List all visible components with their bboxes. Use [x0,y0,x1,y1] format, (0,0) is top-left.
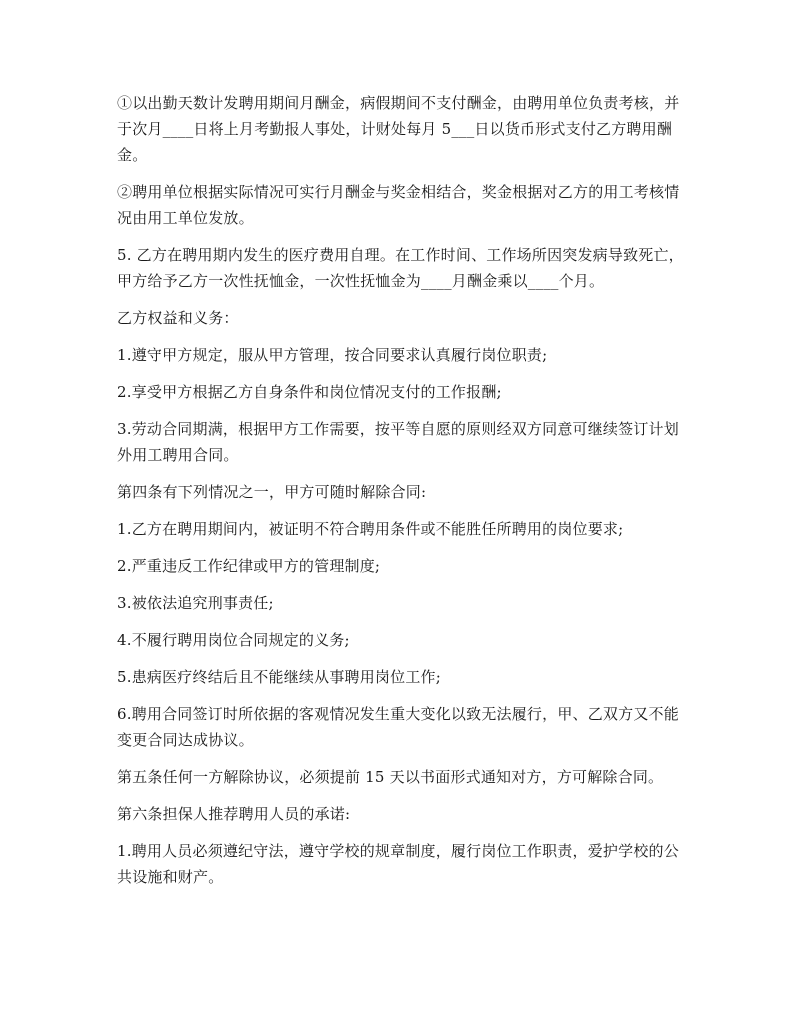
heading-article-four: 第四条有下列情况之一，甲方可随时解除合同: [117,483,427,501]
list-item: 1.遵守甲方规定，服从甲方管理，按合同要求认真履行岗位职责; [117,346,548,364]
list-item: 1.聘用人员必须遵纪守法，遵守学校的规章制度，履行岗位工作职责，爱护学校的公共设施和财产。 [117,842,679,886]
list-item: 2.严重违反工作纪律或甲方的管理制度; [117,557,381,575]
list-item: 5.患病医疗终结后且不能继续从事聘用岗位工作; [117,668,441,686]
paragraph-salary-attendance: ①以出勤天数计发聘用期间月酬金，病假期间不支付酬金，由聘用单位负责考核，并于次月____日将上月考勤报人事处，计财处每月 5___日以货币形式支付乙方聘用酬金。 [117,94,680,164]
list-item: 2.享受甲方根据乙方自身条件和岗位情况支付的工作报酬; [117,383,502,401]
heading-party-b-rights: 乙方权益和义务： [117,309,239,327]
list-item: 4.不履行聘用岗位合同规定的义务; [117,631,350,649]
document-body [117,90,687,901]
paragraph-salary-bonus: ②聘用单位根据实际情况可实行月酬金与奖金相结合，奖金根据对乙方的用工考核情况由用工单位发放。 [117,183,680,227]
paragraph-medical-expenses: 5. 乙方在聘用期内发生的医疗费用自理。在工作时间、工作场所因突发病导致死亡，甲方给予乙方一次性抚恤金，一次性抚恤金为____月酬金乘以____个月。 [117,246,684,290]
list-item: 3.劳动合同期满，根据甲方工作需要，按平等自愿的原则经双方同意可继续签订计划外用工聘用合同。 [117,420,679,464]
list-item: 6.聘用合同签订时所依据的客观情况发生重大变化以致无法履行，甲、乙双方又不能变更合同达成协议。 [117,705,679,749]
paragraph-article-five: 第五条任何一方解除协议，必须提前 15 天以书面形式通知对方，方可解除合同。 [117,768,664,786]
heading-article-six: 第六条担保人推荐聘用人员的承诺: [117,805,351,823]
list-item: 1.乙方在聘用期间内，被证明不符合聘用条件或不能胜任所聘用的岗位要求; [117,520,624,538]
list-item: 3.被依法追究刑事责任; [117,594,274,612]
